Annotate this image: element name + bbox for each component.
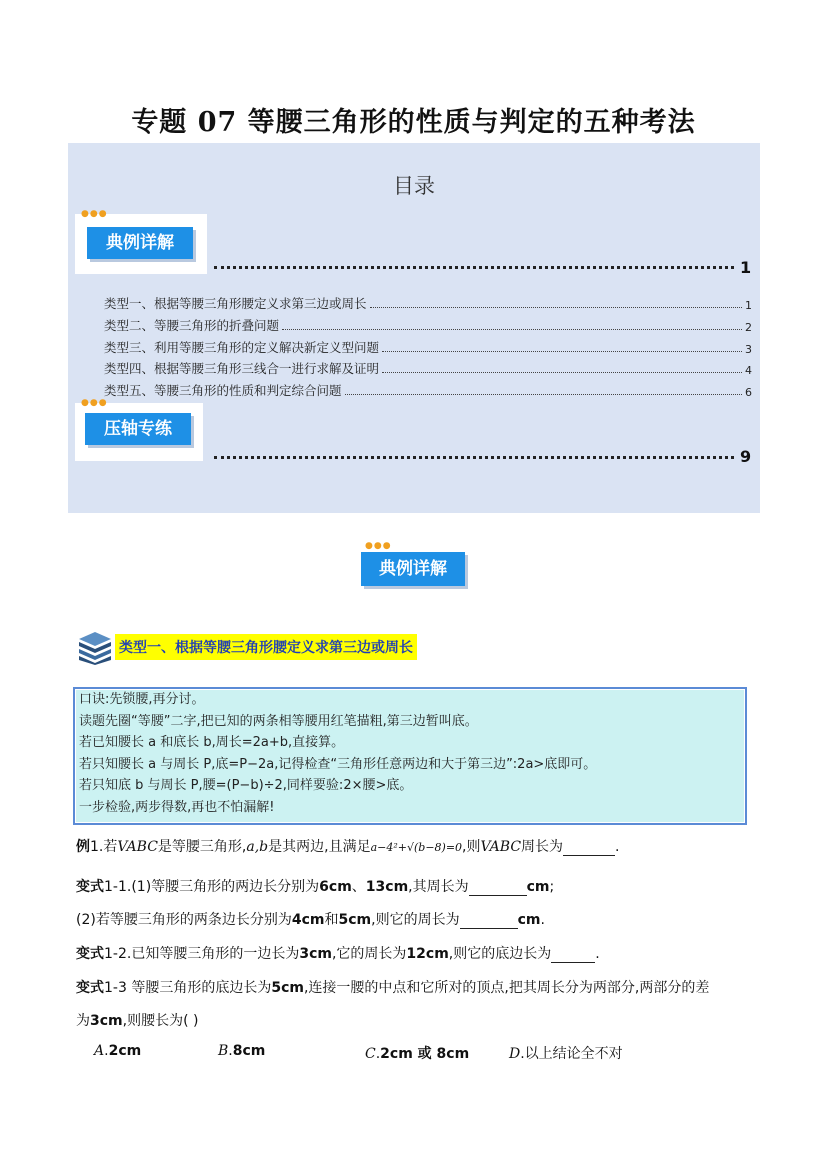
toc-section1-page: 1 [740,258,752,277]
mnemonic-line: 若只知腰长 a 与周长 P,底=P−2a,记得检查“三角形任意两边和大于第三边”:2a>底即可。 [79,756,597,772]
answer-blank[interactable] [563,839,615,856]
mnemonic-line: 口诀:先锁腰,再分讨。 [79,692,205,707]
toc-badge-wrapper [75,398,203,461]
variant-1-3-line2: 为3cm,则腰长为( ) [76,1013,199,1029]
toc-item-label: 类型二、等腰三角形的折叠问题 [104,318,280,333]
answer-blank[interactable] [469,879,527,896]
toc-item-page: 2 [745,321,752,334]
toc-section1-leader [214,266,734,269]
answer-blank[interactable] [551,946,595,963]
badge-dots-icon: ●●● [365,541,392,551]
mnemonic-line: 若已知腰长 a 和底长 b,周长=2a+b,直接算。 [79,735,345,750]
toc-item-label: 类型四、根据等腰三角形三线合一进行求解及证明 [104,361,380,376]
toc-item-label: 类型五、等腰三角形的性质和判定综合问题 [104,383,342,398]
variant-1-3-line1: 变式1-3 等腰三角形的底边长为5cm,连接一腰的中点和它所对的顶点,把其周长分为两部分,两部分的差 [76,980,710,996]
variant-label: 变式 [76,946,104,962]
toc-item[interactable] [104,381,752,399]
triangle-name: VABC [117,839,158,855]
option-c[interactable]: C.2cm 或 8cm [365,1046,470,1062]
toc-item[interactable] [104,316,752,334]
mnemonic-line: 读题先圈“等腰”二字,把已知的两条相等腰用红笔描粗,第三边暂叫底。 [79,713,478,729]
books-icon [76,629,114,665]
toc-item-page: 1 [745,299,752,312]
type1-heading: 类型一、根据等腰三角形腰定义求第三边或周长 [115,634,417,660]
option-d[interactable]: D.以上结论全不对 [509,1046,623,1062]
toc-section2-page: 9 [740,447,752,466]
toc-item-page: 3 [745,343,752,356]
example-label: 例 [76,839,90,855]
toc-badge-wrapper [75,209,207,274]
variant-1-1-part2: (2)若等腰三角形的两条边长分别为4cm和5cm,则它的周长为 cm. [76,912,545,928]
answer-blank[interactable] [460,912,518,929]
toc-item-label: 类型三、利用等腰三角形的定义解决新定义型问题 [104,340,380,355]
variant-1-2: 变式1-2.已知等腰三角形的一边长为3cm,它的周长为12cm,则它的底边长为 . [76,946,600,962]
variant-label: 变式 [76,879,104,895]
formula: a−4²+√(b−8)=0 [370,841,463,854]
toc-item-label: 类型一、根据等腰三角形腰定义求第三边或周长 [104,296,367,311]
badge-dots-icon: ●●● [81,209,108,219]
variant-label: 变式 [76,980,104,996]
option-b[interactable]: B.8cm [218,1043,266,1059]
toc-section2-leader [214,456,734,459]
variant-1-1-part1: 变式1-1.(1)等腰三角形的两边长分别为6cm、13cm,其周长为 cm; [76,879,555,895]
section-badge-wrapper [359,541,471,592]
toc-item[interactable] [104,294,752,312]
triangle-name: VABC [480,839,522,855]
example-1: 例1.若VABC是等腰三角形,a,b是其两边,且满足a−4²+√(b−8)=0,则VABC周长为 . [76,839,620,855]
toc-section1-badge[interactable]: 典例详解 [87,227,193,259]
page-title: 专题 07 等腰三角形的性质与判定的五种考法 [131,107,696,138]
toc-item-page: 6 [745,386,752,399]
section-badge: 典例详解 [361,552,465,586]
option-a[interactable]: A.2cm [94,1043,142,1059]
mnemonic-line: 一步检验,两步得数,再也不怕漏解! [79,799,275,815]
toc-item[interactable] [104,359,752,377]
toc-heading: 目录 [393,174,435,198]
mnemonic-line: 若只知底 b 与周长 P,腰=(P−b)÷2,同样要验:2×腰>底。 [79,778,413,793]
toc-item-page: 4 [745,364,752,377]
mnemonic-box [73,687,747,825]
badge-dots-icon: ●●● [81,398,108,408]
toc-section2-badge[interactable]: 压轴专练 [85,413,191,445]
toc-item[interactable] [104,338,752,356]
